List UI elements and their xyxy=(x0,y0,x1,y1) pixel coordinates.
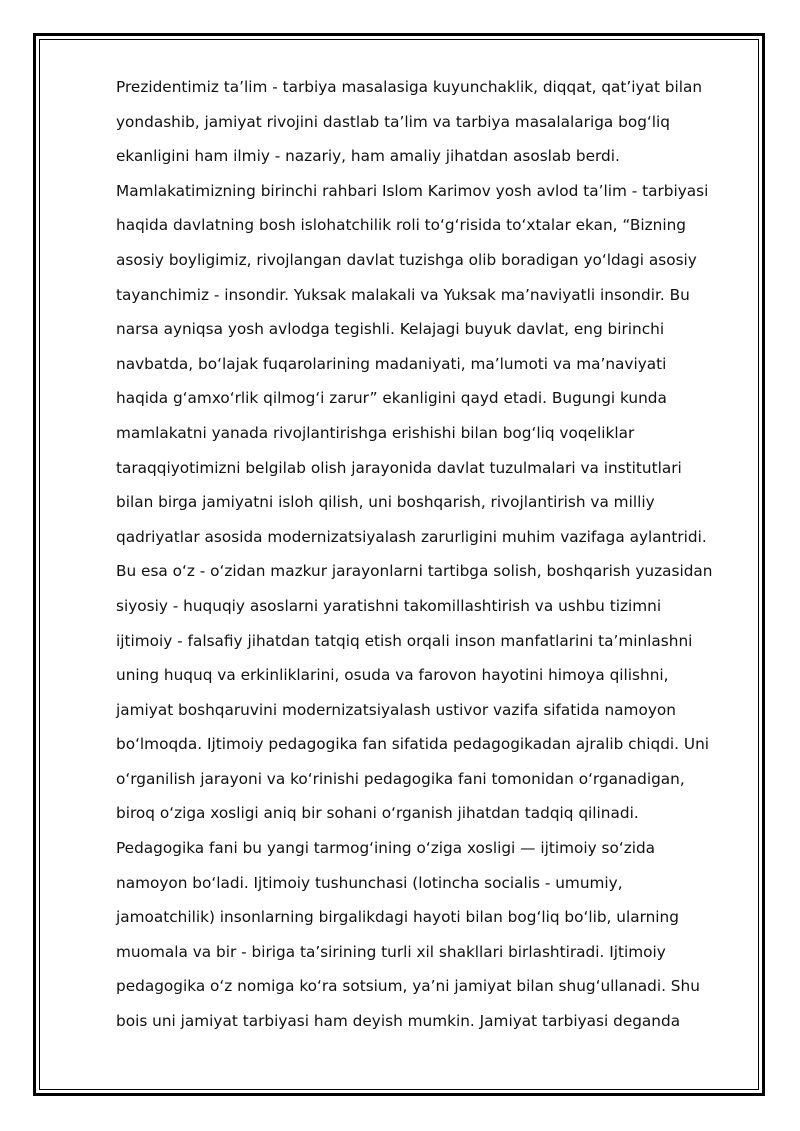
text-line: pedagogika o‘z nomiga ko‘ra sotsium, ya’ni jamiyat bilan shug‘ullanadi. Shu xyxy=(116,977,700,996)
text-line: jamoatchilik) insonlarning birgalikdagi hayoti bilan bog‘liq bo‘lib, ularning xyxy=(116,908,679,927)
text-line: namoyon bo‘ladi. Ijtimoiy tushunchasi (lotincha socialis - umumiy, xyxy=(116,873,623,892)
text-line: Bu esa o‘z - o‘zidan mazkur jarayonlarni tartibga solish, boshqarish yuzasidan xyxy=(116,562,713,581)
text-line: narsa ayniqsa yosh avlodga tegishli. Kelajagi buyuk davlat, eng birinchi xyxy=(116,320,665,339)
text-line: Mamlakatimizning birinchi rahbari Islom Karimov yosh avlod ta’lim - tarbiyasi xyxy=(116,181,709,200)
text-line: o‘rganilish jarayoni va ko‘rinishi pedagogika fani tomonidan o‘rganadigan, xyxy=(116,769,685,788)
text-line: bo‘lmoqda. Ijtimoiy pedagogika fan sifatida pedagogikadan ajralib chiqdi. Uni xyxy=(116,735,710,754)
text-line: ijtimoiy - falsafiy jihatdan tatqiq etish orqali inson manfatlarini ta’minlashni xyxy=(116,631,693,650)
text-line: mamlakatni yanada rivojlantirishga erishishi bilan bog‘liq voqeliklar xyxy=(116,423,635,442)
text-line: tayanchimiz - insondir. Yuksak malakali va Yuksak ma’naviyatli insondir. Bu xyxy=(116,285,690,304)
text-line: uning huquq va erkinliklarini, osuda va farovon hayotini himoya qilishni, xyxy=(116,666,669,685)
text-line: bois uni jamiyat tarbiyasi ham deyish mumkin. Jamiyat tarbiyasi deganda xyxy=(116,1012,681,1031)
text-line: taraqqiyotimizni belgilab olish jarayonida davlat tuzulmalari va institutlari xyxy=(116,458,682,477)
text-line: asosiy boyligimiz, rivojlangan davlat tuzishga olib boradigan yo‘ldagi asosiy xyxy=(116,250,697,269)
text-line: jamiyat boshqaruvini modernizatsiyalash ustivor vazifa sifatida namoyon xyxy=(116,700,676,719)
document-body xyxy=(116,70,726,1039)
text-line: haqida g‘amxo‘rlik qilmog‘i zarur” ekanligini qayd etadi. Bugungi kunda xyxy=(116,389,667,408)
text-line: bilan birga jamiyatni isloh qilish, uni boshqarish, rivojlantirish va milliy xyxy=(116,493,655,512)
text-line: biroq o‘ziga xosligi aniq bir sohani o‘rganish jihatdan tadqiq qilinadi. xyxy=(116,804,639,823)
text-line: ekanligini ham ilmiy - nazariy, ham amaliy jihatdan asoslab berdi. xyxy=(116,147,620,166)
text-line: muomala va bir - biriga ta’sirining turli xil shakllari birlashtiradi. Ijtimoiy xyxy=(116,942,666,961)
text-line: haqida davlatning bosh islohatchilik roli to‘g‘risida to‘xtalar ekan, “Bizning xyxy=(116,216,686,235)
text-line: navbatda, bo‘lajak fuqarolarining madaniyati, ma’lumoti va ma’naviyati xyxy=(116,354,667,373)
text-line: siyosiy - huquqiy asoslarni yaratishni takomillashtirish va ushbu tizimni xyxy=(116,596,662,615)
text-line: qadriyatlar asosida modernizatsiyalash zarurligini muhim vazifaga aylantridi. xyxy=(116,527,707,546)
text-line: Pedagogika fani bu yangi tarmog‘ining o‘ziga xosligi — ijtimoiy so‘zida xyxy=(116,839,656,858)
text-line: yondashib, jamiyat rivojini dastlab ta’lim va tarbiya masalalariga bog‘liq xyxy=(116,112,671,131)
text-line: Prezidentimiz ta’lim - tarbiya masalasiga kuyunchaklik, diqqat, qat’iyat bilan xyxy=(116,78,703,96)
